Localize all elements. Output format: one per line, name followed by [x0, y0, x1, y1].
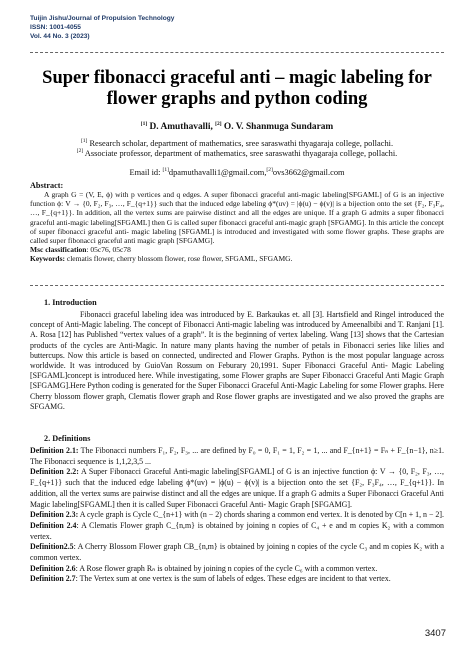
abstract-divider [30, 285, 444, 286]
author-list [30, 122, 444, 132]
author-2-name: O. V. Shanmuga Sundaram [223, 122, 334, 132]
definition-2-3 [30, 510, 444, 521]
definition-text: A cycle graph is Cycle C_{n+1} with (n − 2) chords sharing a common end vertex. It is denoted by C[n + 1, n − 2]. [78, 510, 444, 520]
email-line: Email id: [1]dpamuthavalli1@gmail.com,[2]ovs3662@gmail.com [129, 167, 345, 177]
author-2-mark: [2] [215, 120, 222, 127]
msc-value: : 05c76, 05c78 [86, 245, 131, 255]
abstract-heading: Abstract: [30, 181, 64, 190]
definition-label: Definition 2.3: [30, 510, 79, 520]
email-1-mark: [1] [162, 167, 169, 174]
introduction-heading: 1. Introduction [44, 298, 97, 307]
title-line-2: flower graphs and python coding [106, 89, 368, 109]
page-number: 3407 [424, 628, 446, 639]
keywords-value: clematis flower, cherry blossom flower, rose flower, SFGAML, SFGAMG. [65, 254, 293, 264]
definition-2-2 [30, 467, 444, 510]
affiliation-2 [30, 149, 444, 159]
definition-label: Definition 2.2: [30, 467, 79, 477]
journal-issn: ISSN: 1001-4055 [30, 24, 81, 31]
email-2-mark: [2] [266, 167, 273, 174]
definition-label: Definition 2.7 [30, 574, 76, 584]
definition-2-6 [30, 564, 444, 575]
definition-label: Definition2.5 [30, 542, 74, 552]
affiliation-1-text: Research scholar, department of mathematics, sree saraswathi thyagaraja college, pollachi. [89, 139, 394, 148]
definition-label: Definition 2.1: [30, 446, 79, 455]
definition-label: Definition 2.6 [30, 563, 76, 573]
introduction-text: Fibonacci graceful labeling idea was introduced by E. Barkaukas et. all [3]. Hartsfield and Ringel introduced the concept of Anti-Magic labeling. The concept of Fibonacci Anti-magic labeling was introduced by Ameenalbibi and T. Ranjani [1]. A. Rosa [12] has Published “vertex values of a graph”. It is the beginning of vertex labeling. Wang [13] shows that the Cartesian products of the cycles are Anti-Magic. In nature many plants having the number of petals in Fibonacci series like lilies and buttercups. Now this article is based on connected, undirected and Flower Graphs. Python is the most popular language across worldwide. It was introduced by GuioVan Rossum on Feburary 20,1991. Super Fibonacci Graceful Anti- Magic Labeling [SFGAML]concept is introduced here. While investigating, some Flower graphs are Super Fibonacci Graceful Anti Magic Graph [SFGAMG].Here Python coding is generated for the Super Fibonacci Graceful Anti-Magic Labeling for some Flower graphs. Here Cherry blossom flower graph, Clematis flower graph and Rose flower graphs are investigated and we also proved the graphs are SFGAMG. [30, 310, 444, 411]
email-2[interactable]: ovs3662@gmail.com [272, 168, 345, 177]
definitions-heading: 2. Definitions [44, 434, 91, 443]
email-1[interactable]: dpamuthavalli1@gmail.com [168, 168, 265, 177]
affiliation-1 [30, 139, 444, 149]
definition-text: : A Clematis Flower graph C_{n,m} is obtained by joining n copies of C₄ + e and m copies K₂ with a common vertex. [30, 520, 444, 541]
keywords-line [30, 254, 444, 263]
paper-title [30, 68, 444, 110]
definition-text: : The Vertex sum at one vertex is the sum of labels of edges. These edges are incident to that vertex. [75, 574, 391, 584]
header-divider [30, 52, 444, 53]
definition-label: Definition 2.4 [30, 520, 77, 530]
definition-text: : A Cherry Blossom Flower graph CB_{n,m} is obtained by joining n copies of the cycle C₃ and m copies K₂ with a common vertex. [30, 542, 444, 563]
definition-text: The Fibonacci numbers F₁, F₂, F₃, ... are defined by F₀ = 0, F₁ = 1, F₂ = 1, ... and F_{n+1} = Fₙ + F_{n−1}, n≥1. The Fibonacci sequence is 1,1,2,3,5 ... [30, 446, 444, 466]
msc-label: Msc classification [30, 245, 87, 255]
definition-2-4 [30, 521, 444, 542]
msc-line [30, 245, 444, 254]
abstract-text: A graph G = (V, E, ϕ) with p vertices and q edges. A super fibonacci graceful anti-magic labeling[SFGAML] of G is an injective function ϕ: V → {0, F₂, F₃, …, F_{q+1}} such that the induced edge labeling ϕ*(uv) = |ϕ(u) − ϕ(v)| is a bijection onto the set {F₂, F₃F₄, …, F_{q+1}}. In addition, all the vertex sums are pairwise distinct and all the edges are unique. If a graph G admits a super fibonacci graceful anti-magic labeling[SFGAML] then G is called super fibonacci graceful anti-magic graph [SFGAMG]. In this article the concept of super fibonacci graceful anti- magic labeling [SFGAML] is introduced and investigated with some flower graphs. These graphs are called super fibonacci graceful anti magic graph [SFGAMG]. [30, 190, 444, 246]
abstract-body [30, 190, 444, 264]
journal-volume: Vol. 44 No. 3 (2023) [30, 33, 90, 40]
introduction-body [30, 310, 444, 412]
affiliation-1-mark: [1] [80, 138, 88, 145]
author-1-name: D. Amuthavalli, [149, 122, 213, 132]
author-1-mark: [1] [140, 120, 148, 127]
journal-header [30, 14, 174, 41]
affiliation-2-mark: [2] [76, 148, 84, 155]
journal-name: Tuijin Jishu/Journal of Propulsion Technology [30, 15, 175, 22]
definition-text: : A Rose flower graph Rₙ is obtained by joining n copies of the cycle C₆ with a common vertex. [75, 563, 378, 573]
definition-text: A Super Fibonacci Graceful Anti-magic labeling[SFGAML] of G is an injective function ϕ: V → {0, F₂, F₃, …, F_{q+1}} such that the induced edge labeling ϕ*(uv) = |ϕ(u) − ϕ(v)| is a bijection onto the set {F₂, F₃F₄, …, F_{q+1}}. In addition, all the vertex sums are pairwise distinct and all the edges are unique. If a graph G admits a Super Fibonacci Graceful Anti Magic labeling[SFGAML] then it is called Super Fibonacci Graceful Anti- Magic Graph [SFGAMG]. [30, 467, 445, 509]
definition-2-7 [30, 574, 444, 585]
definition-2-5 [30, 542, 444, 563]
definition-2-1 [30, 446, 444, 467]
keywords-label: Keywords: [30, 254, 65, 264]
title-line-1: Super fibonacci graceful anti – magic labeling for [42, 68, 432, 88]
affiliation-2-text: Associate professor, department of mathematics, sree saraswathi thyagaraja college, pollachi. [84, 149, 398, 158]
email-prefix: Email id: [129, 168, 163, 177]
definitions-body [30, 446, 444, 585]
